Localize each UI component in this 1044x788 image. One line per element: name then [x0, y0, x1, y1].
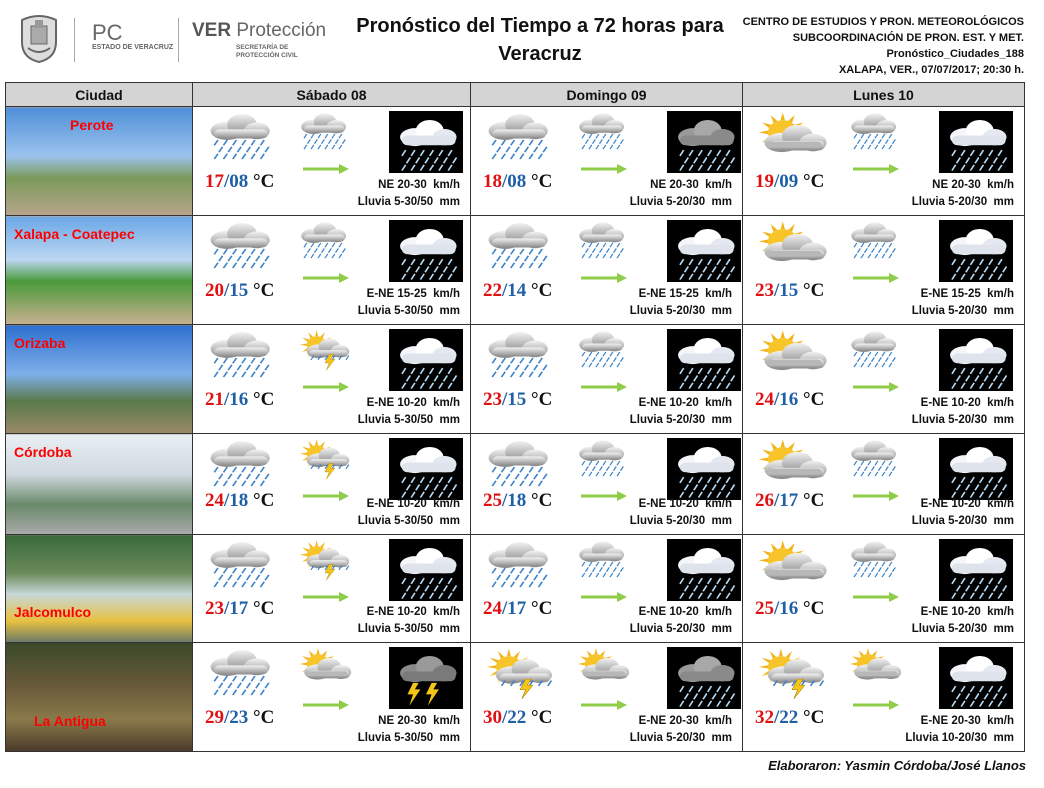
header: [0, 0, 1044, 82]
max-temperature: 24: [483, 598, 502, 619]
min-temperature: /17: [224, 598, 249, 619]
night-rain-icon: [389, 111, 463, 178]
temperature-unit: °C: [531, 171, 553, 192]
wind-rain-info: [630, 177, 732, 211]
trend-arrow-icon: [853, 161, 899, 171]
night-heavy-rain-icon: [667, 111, 741, 178]
rain-cloud-icon: [483, 539, 557, 602]
wind-forecast: NE 20-30 km/h: [650, 179, 732, 191]
rain-cloud-icon: [575, 438, 631, 489]
min-temperature: /17: [502, 598, 527, 619]
pc-logo-text: PC: [92, 20, 123, 45]
pc-logo-subtitle: ESTADO DE VERACRUZ: [92, 44, 174, 51]
min-temperature: /22: [502, 707, 527, 728]
wind-rain-info: [630, 713, 732, 747]
max-temperature: 21: [205, 389, 224, 410]
temperature-range: [483, 707, 552, 729]
city-photo: [6, 107, 193, 216]
day-forecast-cell: [743, 107, 1025, 216]
temperature-unit: °C: [803, 490, 825, 511]
trend-arrow-icon: [303, 697, 349, 707]
rain-cloud-icon: [575, 329, 631, 380]
wind-rain-info: [358, 286, 460, 320]
day-forecast-cell: [743, 325, 1025, 434]
temperature-unit: °C: [531, 707, 553, 728]
max-temperature: 22: [483, 280, 502, 301]
trend-arrow-icon: [303, 589, 349, 599]
rain-forecast: Lluvia 5-20/30 mm: [629, 414, 732, 426]
night-rain-icon: [667, 438, 741, 505]
temperature-range: [755, 389, 824, 411]
night-rain-icon: [939, 438, 1013, 505]
city-name: Xalapa - Coatepec: [14, 226, 135, 242]
day-forecast-cell: [193, 643, 471, 752]
temperature-unit: °C: [803, 707, 825, 728]
day-forecast-cell: [743, 535, 1025, 643]
max-temperature: 23: [483, 389, 502, 410]
day-forecast-cell: [743, 643, 1025, 752]
night-rain-icon: [389, 539, 463, 606]
night-rain-icon: [389, 438, 463, 505]
rain-forecast: Lluvia 5-20/30 mm: [629, 305, 732, 317]
wind-forecast: E-NE 10-20 km/h: [920, 397, 1014, 409]
temperature-range: [205, 171, 274, 193]
sun-storm-icon: [297, 329, 353, 380]
max-temperature: 29: [205, 707, 224, 728]
rain-forecast: Lluvia 5-20/30 mm: [911, 515, 1014, 527]
city-photo: [6, 535, 193, 643]
min-temperature: /15: [224, 280, 249, 301]
temperature-unit: °C: [253, 171, 275, 192]
rain-forecast: Lluvia 5-20/30 mm: [629, 732, 732, 744]
wind-forecast: E-NE 10-20 km/h: [638, 606, 732, 618]
city-name: Orizaba: [14, 335, 66, 351]
trend-arrow-icon: [303, 488, 349, 498]
sun-cloud-icon: [575, 647, 631, 698]
divider: [178, 18, 179, 62]
rain-forecast: Lluvia 5-30/50 mm: [357, 414, 460, 426]
wind-forecast: E-NE 20-30 km/h: [920, 715, 1014, 727]
temperature-unit: °C: [531, 389, 553, 410]
ver-proteccion-subtitle: SECRETARÍA DE PROTECCIÓN CIVIL: [236, 44, 298, 59]
wind-rain-info: [358, 496, 460, 530]
city-name: La Antigua: [34, 713, 106, 729]
temperature-range: [205, 598, 274, 620]
wind-forecast: E-NE 20-30 km/h: [638, 715, 732, 727]
ver-proteccion-logo: VER Protección: [192, 20, 327, 41]
rain-cloud-icon: [847, 438, 903, 489]
rain-cloud-icon: [847, 329, 903, 380]
sun-cloud-icon: [297, 647, 353, 698]
temperature-unit: °C: [803, 280, 825, 301]
wind-forecast: NE 20-30 km/h: [378, 715, 460, 727]
trend-arrow-icon: [581, 697, 627, 707]
min-temperature: /08: [224, 171, 249, 192]
temperature-unit: °C: [531, 280, 553, 301]
rain-forecast: Lluvia 5-20/30 mm: [629, 515, 732, 527]
temperature-range: [205, 389, 274, 411]
min-temperature: /16: [224, 389, 249, 410]
wind-rain-info: [905, 713, 1014, 747]
table-header-row: [6, 83, 1025, 107]
min-temperature: /08: [502, 171, 527, 192]
wind-forecast: E-NE 10-20 km/h: [366, 397, 460, 409]
day-forecast-cell: [471, 434, 743, 535]
min-temperature: /22: [774, 707, 799, 728]
day-forecast-cell: [193, 107, 471, 216]
rain-forecast: Lluvia 5-20/30 mm: [911, 414, 1014, 426]
sun-storm-icon: [297, 438, 353, 489]
wind-forecast: E-NE 10-20 km/h: [366, 498, 460, 510]
wind-forecast: E-NE 15-25 km/h: [920, 288, 1014, 300]
temperature-unit: °C: [531, 490, 553, 511]
temperature-range: [205, 707, 274, 729]
rain-cloud-icon: [483, 220, 557, 283]
temperature-range: [205, 280, 274, 302]
rain-cloud-icon: [575, 220, 631, 271]
column-header-sunday: Domingo 09: [471, 83, 743, 107]
trend-arrow-icon: [853, 589, 899, 599]
night-rain-icon: [667, 220, 741, 287]
night-heavy-rain-icon: [667, 647, 741, 714]
temperature-unit: °C: [253, 598, 275, 619]
day-forecast-cell: [743, 216, 1025, 325]
rain-forecast: Lluvia 10-20/30 mm: [905, 732, 1014, 744]
trend-arrow-icon: [581, 488, 627, 498]
max-temperature: 26: [755, 490, 774, 511]
temperature-range: [483, 389, 552, 411]
trend-arrow-icon: [581, 161, 627, 171]
city-row: [6, 643, 1025, 752]
credits: Elaboraron: Yasmin Córdoba/José Llanos: [768, 758, 1026, 773]
rain-forecast: Lluvia 5-30/50 mm: [357, 305, 460, 317]
temperature-unit: °C: [253, 389, 275, 410]
city-name: Córdoba: [14, 444, 72, 460]
rain-forecast: Lluvia 5-20/30 mm: [911, 196, 1014, 208]
city-row: [6, 107, 1025, 216]
sun-cloud-icon: [755, 111, 829, 174]
rain-cloud-icon: [297, 111, 353, 162]
wind-forecast: NE 20-30 km/h: [932, 179, 1014, 191]
max-temperature: 23: [755, 280, 774, 301]
wind-rain-info: [912, 604, 1014, 638]
rain-cloud-icon: [205, 220, 279, 283]
night-rain-icon: [939, 220, 1013, 287]
sun-cloud-icon: [755, 539, 829, 602]
rain-forecast: Lluvia 5-30/50 mm: [357, 196, 460, 208]
night-rain-icon: [939, 539, 1013, 606]
sun-storm-icon: [483, 647, 557, 710]
column-header-city: Ciudad: [6, 83, 193, 107]
wind-forecast: E-NE 10-20 km/h: [638, 397, 732, 409]
day-forecast-cell: [471, 216, 743, 325]
night-rain-icon: [939, 647, 1013, 714]
divider: [74, 18, 75, 62]
city-photo: [6, 325, 193, 434]
city-name: Jalcomulco: [14, 604, 92, 620]
min-temperature: /18: [502, 490, 527, 511]
max-temperature: 24: [205, 490, 224, 511]
issuer-info: CENTRO DE ESTUDIOS Y PRON. METEOROLÓGICOS SUBCOORDINACIÓN DE PRON. EST. Y MET. Pronóstico_Ciudades_188 XALAPA, VER., 07/07/2017; 20:30 h.: [742, 16, 1024, 76]
wind-forecast: E-NE 10-20 km/h: [366, 606, 460, 618]
min-temperature: /18: [224, 490, 249, 511]
wind-rain-info: [912, 286, 1014, 320]
wind-forecast: E-NE 15-25 km/h: [638, 288, 732, 300]
sun-storm-icon: [297, 539, 353, 590]
min-temperature: /14: [502, 280, 527, 301]
wind-rain-info: [630, 395, 732, 429]
rain-forecast: Lluvia 5-30/50 mm: [357, 623, 460, 635]
rain-forecast: Lluvia 5-20/30 mm: [629, 196, 732, 208]
max-temperature: 18: [483, 171, 502, 192]
wind-rain-info: [912, 496, 1014, 530]
wind-forecast: E-NE 10-20 km/h: [638, 498, 732, 510]
trend-arrow-icon: [853, 697, 899, 707]
temperature-unit: °C: [803, 171, 825, 192]
night-rain-icon: [389, 329, 463, 396]
temperature-unit: °C: [253, 280, 275, 301]
trend-arrow-icon: [303, 379, 349, 389]
max-temperature: 19: [755, 171, 774, 192]
rain-forecast: Lluvia 5-20/30 mm: [629, 623, 732, 635]
max-temperature: 20: [205, 280, 224, 301]
trend-arrow-icon: [581, 379, 627, 389]
max-temperature: 32: [755, 707, 774, 728]
sun-cloud-icon: [755, 329, 829, 392]
wind-forecast: NE 20-30 km/h: [378, 179, 460, 191]
temperature-range: [755, 598, 824, 620]
sun-cloud-icon: [755, 220, 829, 283]
night-rain-icon: [667, 329, 741, 396]
sun-cloud-icon: [847, 647, 903, 698]
wind-rain-info: [630, 496, 732, 530]
max-temperature: 30: [483, 707, 502, 728]
min-temperature: /15: [774, 280, 799, 301]
wind-rain-info: [358, 395, 460, 429]
trend-arrow-icon: [303, 161, 349, 171]
rain-cloud-icon: [483, 329, 557, 392]
wind-rain-info: [912, 177, 1014, 211]
day-forecast-cell: [193, 216, 471, 325]
rain-cloud-icon: [575, 539, 631, 590]
day-forecast-cell: [193, 434, 471, 535]
rain-cloud-icon: [575, 111, 631, 162]
night-rain-icon: [667, 539, 741, 606]
min-temperature: /16: [774, 598, 799, 619]
rain-cloud-icon: [205, 111, 279, 174]
city-photo: [6, 643, 193, 752]
wind-forecast: E-NE 15-25 km/h: [366, 288, 460, 300]
rain-forecast: Lluvia 5-20/30 mm: [911, 623, 1014, 635]
temperature-range: [483, 490, 552, 512]
trend-arrow-icon: [581, 270, 627, 280]
day-forecast-cell: [471, 643, 743, 752]
city-photo: [6, 216, 193, 325]
city-photo: [6, 434, 193, 535]
min-temperature: /16: [774, 389, 799, 410]
temperature-unit: °C: [803, 598, 825, 619]
rain-cloud-icon: [205, 329, 279, 392]
night-storm-icon: [389, 647, 463, 714]
night-rain-icon: [389, 220, 463, 287]
temperature-range: [755, 280, 824, 302]
city-row: [6, 325, 1025, 434]
min-temperature: /23: [224, 707, 249, 728]
trend-arrow-icon: [581, 589, 627, 599]
column-header-monday: Lunes 10: [743, 83, 1025, 107]
trend-arrow-icon: [853, 270, 899, 280]
min-temperature: /15: [502, 389, 527, 410]
rain-cloud-icon: [483, 111, 557, 174]
day-forecast-cell: [471, 535, 743, 643]
max-temperature: 17: [205, 171, 224, 192]
min-temperature: /09: [774, 171, 799, 192]
max-temperature: 23: [205, 598, 224, 619]
forecast-table: [5, 82, 1025, 752]
trend-arrow-icon: [303, 270, 349, 280]
temperature-range: [483, 171, 552, 193]
rain-cloud-icon: [847, 220, 903, 271]
trend-arrow-icon: [853, 379, 899, 389]
city-row: [6, 434, 1025, 535]
city-name: Perote: [70, 117, 114, 133]
wind-rain-info: [358, 713, 460, 747]
temperature-unit: °C: [253, 490, 275, 511]
rain-cloud-icon: [205, 539, 279, 602]
day-forecast-cell: [471, 325, 743, 434]
min-temperature: /17: [774, 490, 799, 511]
day-forecast-cell: [743, 434, 1025, 535]
rain-forecast: Lluvia 5-20/30 mm: [911, 305, 1014, 317]
max-temperature: 24: [755, 389, 774, 410]
wind-rain-info: [912, 395, 1014, 429]
wind-rain-info: [630, 286, 732, 320]
day-forecast-cell: [193, 535, 471, 643]
wind-rain-info: [358, 604, 460, 638]
veracruz-shield-logo: [18, 12, 60, 64]
temperature-range: [205, 490, 274, 512]
rain-cloud-icon: [205, 647, 279, 710]
page-title: Pronóstico del Tiempo a 72 horas para Veracruz: [356, 15, 724, 65]
day-forecast-cell: [471, 107, 743, 216]
rain-cloud-icon: [847, 539, 903, 590]
night-rain-icon: [939, 329, 1013, 396]
temperature-range: [483, 280, 552, 302]
night-rain-icon: [939, 111, 1013, 178]
day-forecast-cell: [193, 325, 471, 434]
rain-forecast: Lluvia 5-30/50 mm: [357, 732, 460, 744]
temperature-range: [755, 707, 824, 729]
sun-storm-icon: [755, 647, 829, 710]
max-temperature: 25: [755, 598, 774, 619]
temperature-unit: °C: [803, 389, 825, 410]
rain-forecast: Lluvia 5-30/50 mm: [357, 515, 460, 527]
city-row: [6, 535, 1025, 643]
temperature-unit: °C: [253, 707, 275, 728]
temperature-range: [755, 171, 824, 193]
rain-cloud-icon: [297, 220, 353, 271]
temperature-range: [483, 598, 552, 620]
wind-rain-info: [630, 604, 732, 638]
wind-forecast: E-NE 10-20 km/h: [920, 606, 1014, 618]
max-temperature: 25: [483, 490, 502, 511]
temperature-unit: °C: [531, 598, 553, 619]
wind-rain-info: [358, 177, 460, 211]
wind-forecast: E-NE 10-20 km/h: [920, 498, 1014, 510]
city-row: [6, 216, 1025, 325]
trend-arrow-icon: [853, 488, 899, 498]
temperature-range: [755, 490, 824, 512]
column-header-saturday: Sábado 08: [193, 83, 471, 107]
rain-cloud-icon: [847, 111, 903, 162]
